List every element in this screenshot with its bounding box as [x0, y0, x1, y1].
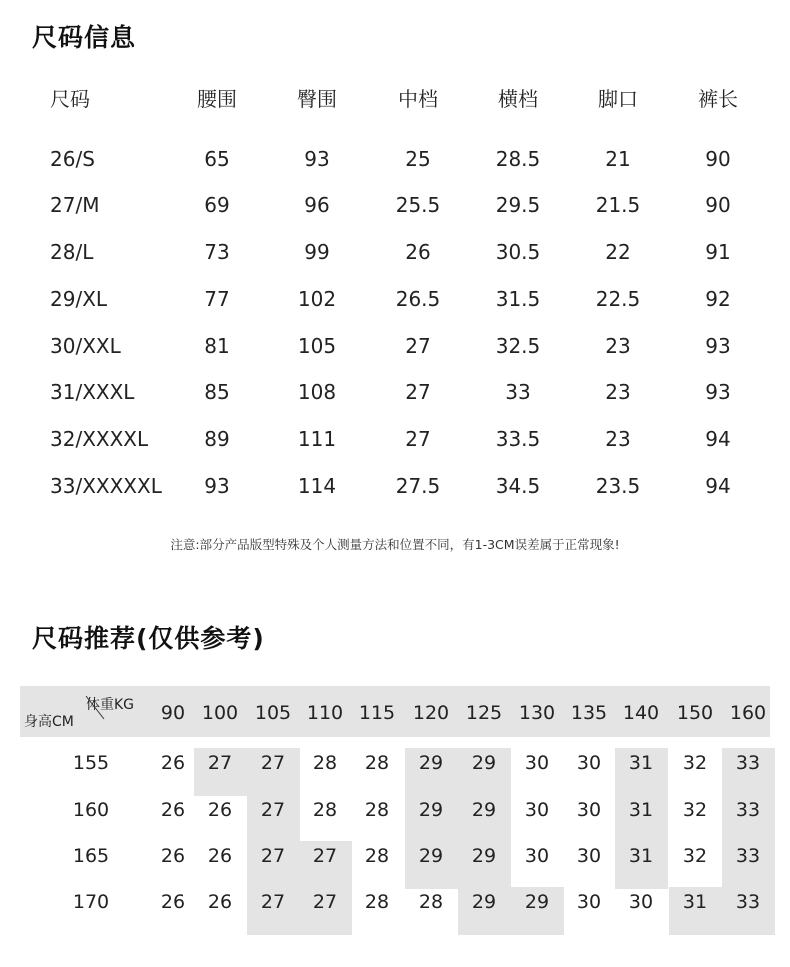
size-header-cell: 脚口 [598, 87, 638, 111]
recommended-size-cell: 26 [160, 752, 186, 774]
size-value-cell: 23 [605, 334, 631, 358]
weight-header-cell: 150 [676, 702, 714, 724]
size-value-cell: 27 [405, 427, 431, 451]
recommended-size-cell: 27 [260, 891, 286, 913]
recommended-size-cell: 29 [471, 799, 497, 821]
size-recommendation-title: 尺码推荐(仅供参考) [32, 624, 265, 653]
height-label-cell: 165 [72, 845, 110, 867]
recommended-size-cell: 33 [735, 752, 761, 774]
recommended-size-cell: 29 [418, 752, 444, 774]
recommended-size-cell: 26 [160, 891, 186, 913]
recommended-size-cell: 27 [312, 891, 338, 913]
size-label-cell: 33/XXXXXL [50, 474, 162, 498]
weight-header-cell: 100 [201, 702, 239, 724]
recommended-size-cell: 28 [418, 891, 444, 913]
size-value-cell: 89 [204, 427, 230, 451]
size-value-cell: 73 [204, 240, 230, 264]
size-header-cell: 裤长 [698, 87, 738, 111]
size-value-cell: 69 [204, 193, 230, 217]
size-value-cell: 33.5 [495, 427, 541, 451]
size-value-cell: 22.5 [595, 287, 641, 311]
size-value-cell: 23 [605, 380, 631, 404]
recommended-size-cell: 30 [576, 891, 602, 913]
recommended-size-cell: 31 [628, 799, 654, 821]
size-value-cell: 93 [304, 147, 330, 171]
recommended-size-cell: 30 [576, 752, 602, 774]
recommended-size-cell: 31 [628, 752, 654, 774]
size-label-cell: 26/S [50, 147, 95, 171]
recommended-size-cell: 31 [628, 845, 654, 867]
corner-weight-label: 体重KG [86, 697, 135, 713]
weight-header-cell: 105 [254, 702, 292, 724]
recommended-size-cell: 26 [160, 799, 186, 821]
size-label-cell: 30/XXL [50, 334, 121, 358]
measurement-note: 注意:部分产品版型特殊及个人测量方法和位置不同，有1-3CM误差属于正常现象! [170, 537, 620, 552]
size-value-cell: 26 [405, 240, 431, 264]
size-value-cell: 108 [297, 380, 337, 404]
size-value-cell: 32.5 [495, 334, 541, 358]
size-value-cell: 23 [605, 427, 631, 451]
recommended-size-cell: 29 [418, 845, 444, 867]
size-value-cell: 93 [705, 334, 731, 358]
recommended-size-cell: 27 [260, 799, 286, 821]
size-value-cell: 65 [204, 147, 230, 171]
recommended-size-cell: 29 [471, 752, 497, 774]
size-header-cell: 腰围 [197, 87, 237, 111]
size-value-cell: 22 [605, 240, 631, 264]
size-value-cell: 31.5 [495, 287, 541, 311]
recommended-size-cell: 30 [576, 799, 602, 821]
weight-header-cell: 125 [465, 702, 503, 724]
size-value-cell: 99 [304, 240, 330, 264]
size-value-cell: 111 [297, 427, 337, 451]
size-value-cell: 93 [204, 474, 230, 498]
height-label-cell: 160 [72, 799, 110, 821]
recommended-size-cell: 27 [260, 845, 286, 867]
recommended-size-cell: 26 [207, 845, 233, 867]
size-label-cell: 27/M [50, 193, 100, 217]
weight-header-cell: 110 [306, 702, 344, 724]
size-value-cell: 27 [405, 380, 431, 404]
size-label-cell: 32/XXXXL [50, 427, 149, 451]
size-value-cell: 81 [204, 334, 230, 358]
recommended-size-cell: 26 [207, 799, 233, 821]
recommended-size-cell: 27 [260, 752, 286, 774]
size-header-cell: 尺码 [50, 87, 90, 111]
size-value-cell: 114 [297, 474, 337, 498]
recommended-size-cell: 32 [682, 799, 708, 821]
recommended-size-cell: 30 [628, 891, 654, 913]
recommended-size-cell: 30 [576, 845, 602, 867]
size-value-cell: 23.5 [595, 474, 641, 498]
weight-header-cell: 140 [622, 702, 660, 724]
weight-header-cell: 130 [518, 702, 556, 724]
recommended-size-cell: 31 [682, 891, 708, 913]
recommended-size-cell: 28 [312, 799, 338, 821]
size-value-cell: 77 [204, 287, 230, 311]
recommended-size-cell: 33 [735, 891, 761, 913]
size-info-title: 尺码信息 [32, 23, 137, 52]
size-header-cell: 横档 [498, 87, 538, 111]
recommended-size-cell: 28 [312, 752, 338, 774]
recommended-size-cell: 33 [735, 845, 761, 867]
recommended-size-cell: 26 [160, 845, 186, 867]
size-value-cell: 96 [304, 193, 330, 217]
size-value-cell: 28.5 [495, 147, 541, 171]
recommended-size-cell: 27 [312, 845, 338, 867]
size-label-cell: 29/XL [50, 287, 108, 311]
size-value-cell: 21 [605, 147, 631, 171]
size-value-cell: 90 [705, 193, 731, 217]
weight-header-cell: 90 [160, 702, 186, 724]
size-value-cell: 90 [705, 147, 731, 171]
recommended-size-cell: 26 [207, 891, 233, 913]
recommended-size-cell: 30 [524, 845, 550, 867]
size-value-cell: 92 [705, 287, 731, 311]
weight-header-cell: 115 [358, 702, 396, 724]
size-label-cell: 28/L [50, 240, 94, 264]
recommended-size-cell: 33 [735, 799, 761, 821]
recommended-size-cell: 28 [364, 845, 390, 867]
size-value-cell: 30.5 [495, 240, 541, 264]
size-value-cell: 105 [297, 334, 337, 358]
recommended-size-cell: 28 [364, 752, 390, 774]
size-value-cell: 85 [204, 380, 230, 404]
recommended-size-cell: 30 [524, 752, 550, 774]
size-value-cell: 102 [297, 287, 337, 311]
recommended-size-cell: 30 [524, 799, 550, 821]
size-header-cell: 中档 [398, 87, 438, 111]
recommended-size-cell: 28 [364, 799, 390, 821]
size-value-cell: 25.5 [395, 193, 441, 217]
size-value-cell: 91 [705, 240, 731, 264]
size-value-cell: 25 [405, 147, 431, 171]
size-header-cell: 臀围 [297, 87, 337, 111]
height-label-cell: 170 [72, 891, 110, 913]
size-value-cell: 27.5 [395, 474, 441, 498]
recommended-size-cell: 29 [524, 891, 550, 913]
size-value-cell: 94 [705, 427, 731, 451]
size-value-cell: 93 [705, 380, 731, 404]
size-label-cell: 31/XXXL [50, 380, 135, 404]
weight-header-cell: 160 [729, 702, 767, 724]
height-label-cell: 155 [72, 752, 110, 774]
recommended-size-cell: 27 [207, 752, 233, 774]
size-value-cell: 94 [705, 474, 731, 498]
weight-header-cell: 120 [412, 702, 450, 724]
size-value-cell: 21.5 [595, 193, 641, 217]
size-value-cell: 27 [405, 334, 431, 358]
size-value-cell: 26.5 [395, 287, 441, 311]
size-value-cell: 33 [505, 380, 531, 404]
size-value-cell: 34.5 [495, 474, 541, 498]
recommended-size-cell: 29 [418, 799, 444, 821]
recommended-size-cell: 32 [682, 845, 708, 867]
recommended-size-cell: 32 [682, 752, 708, 774]
recommended-size-cell: 29 [471, 891, 497, 913]
recommended-size-cell: 29 [471, 845, 497, 867]
weight-header-cell: 135 [570, 702, 608, 724]
corner-height-label: 身高CM [24, 714, 74, 730]
recommended-size-cell: 28 [364, 891, 390, 913]
size-value-cell: 29.5 [495, 193, 541, 217]
